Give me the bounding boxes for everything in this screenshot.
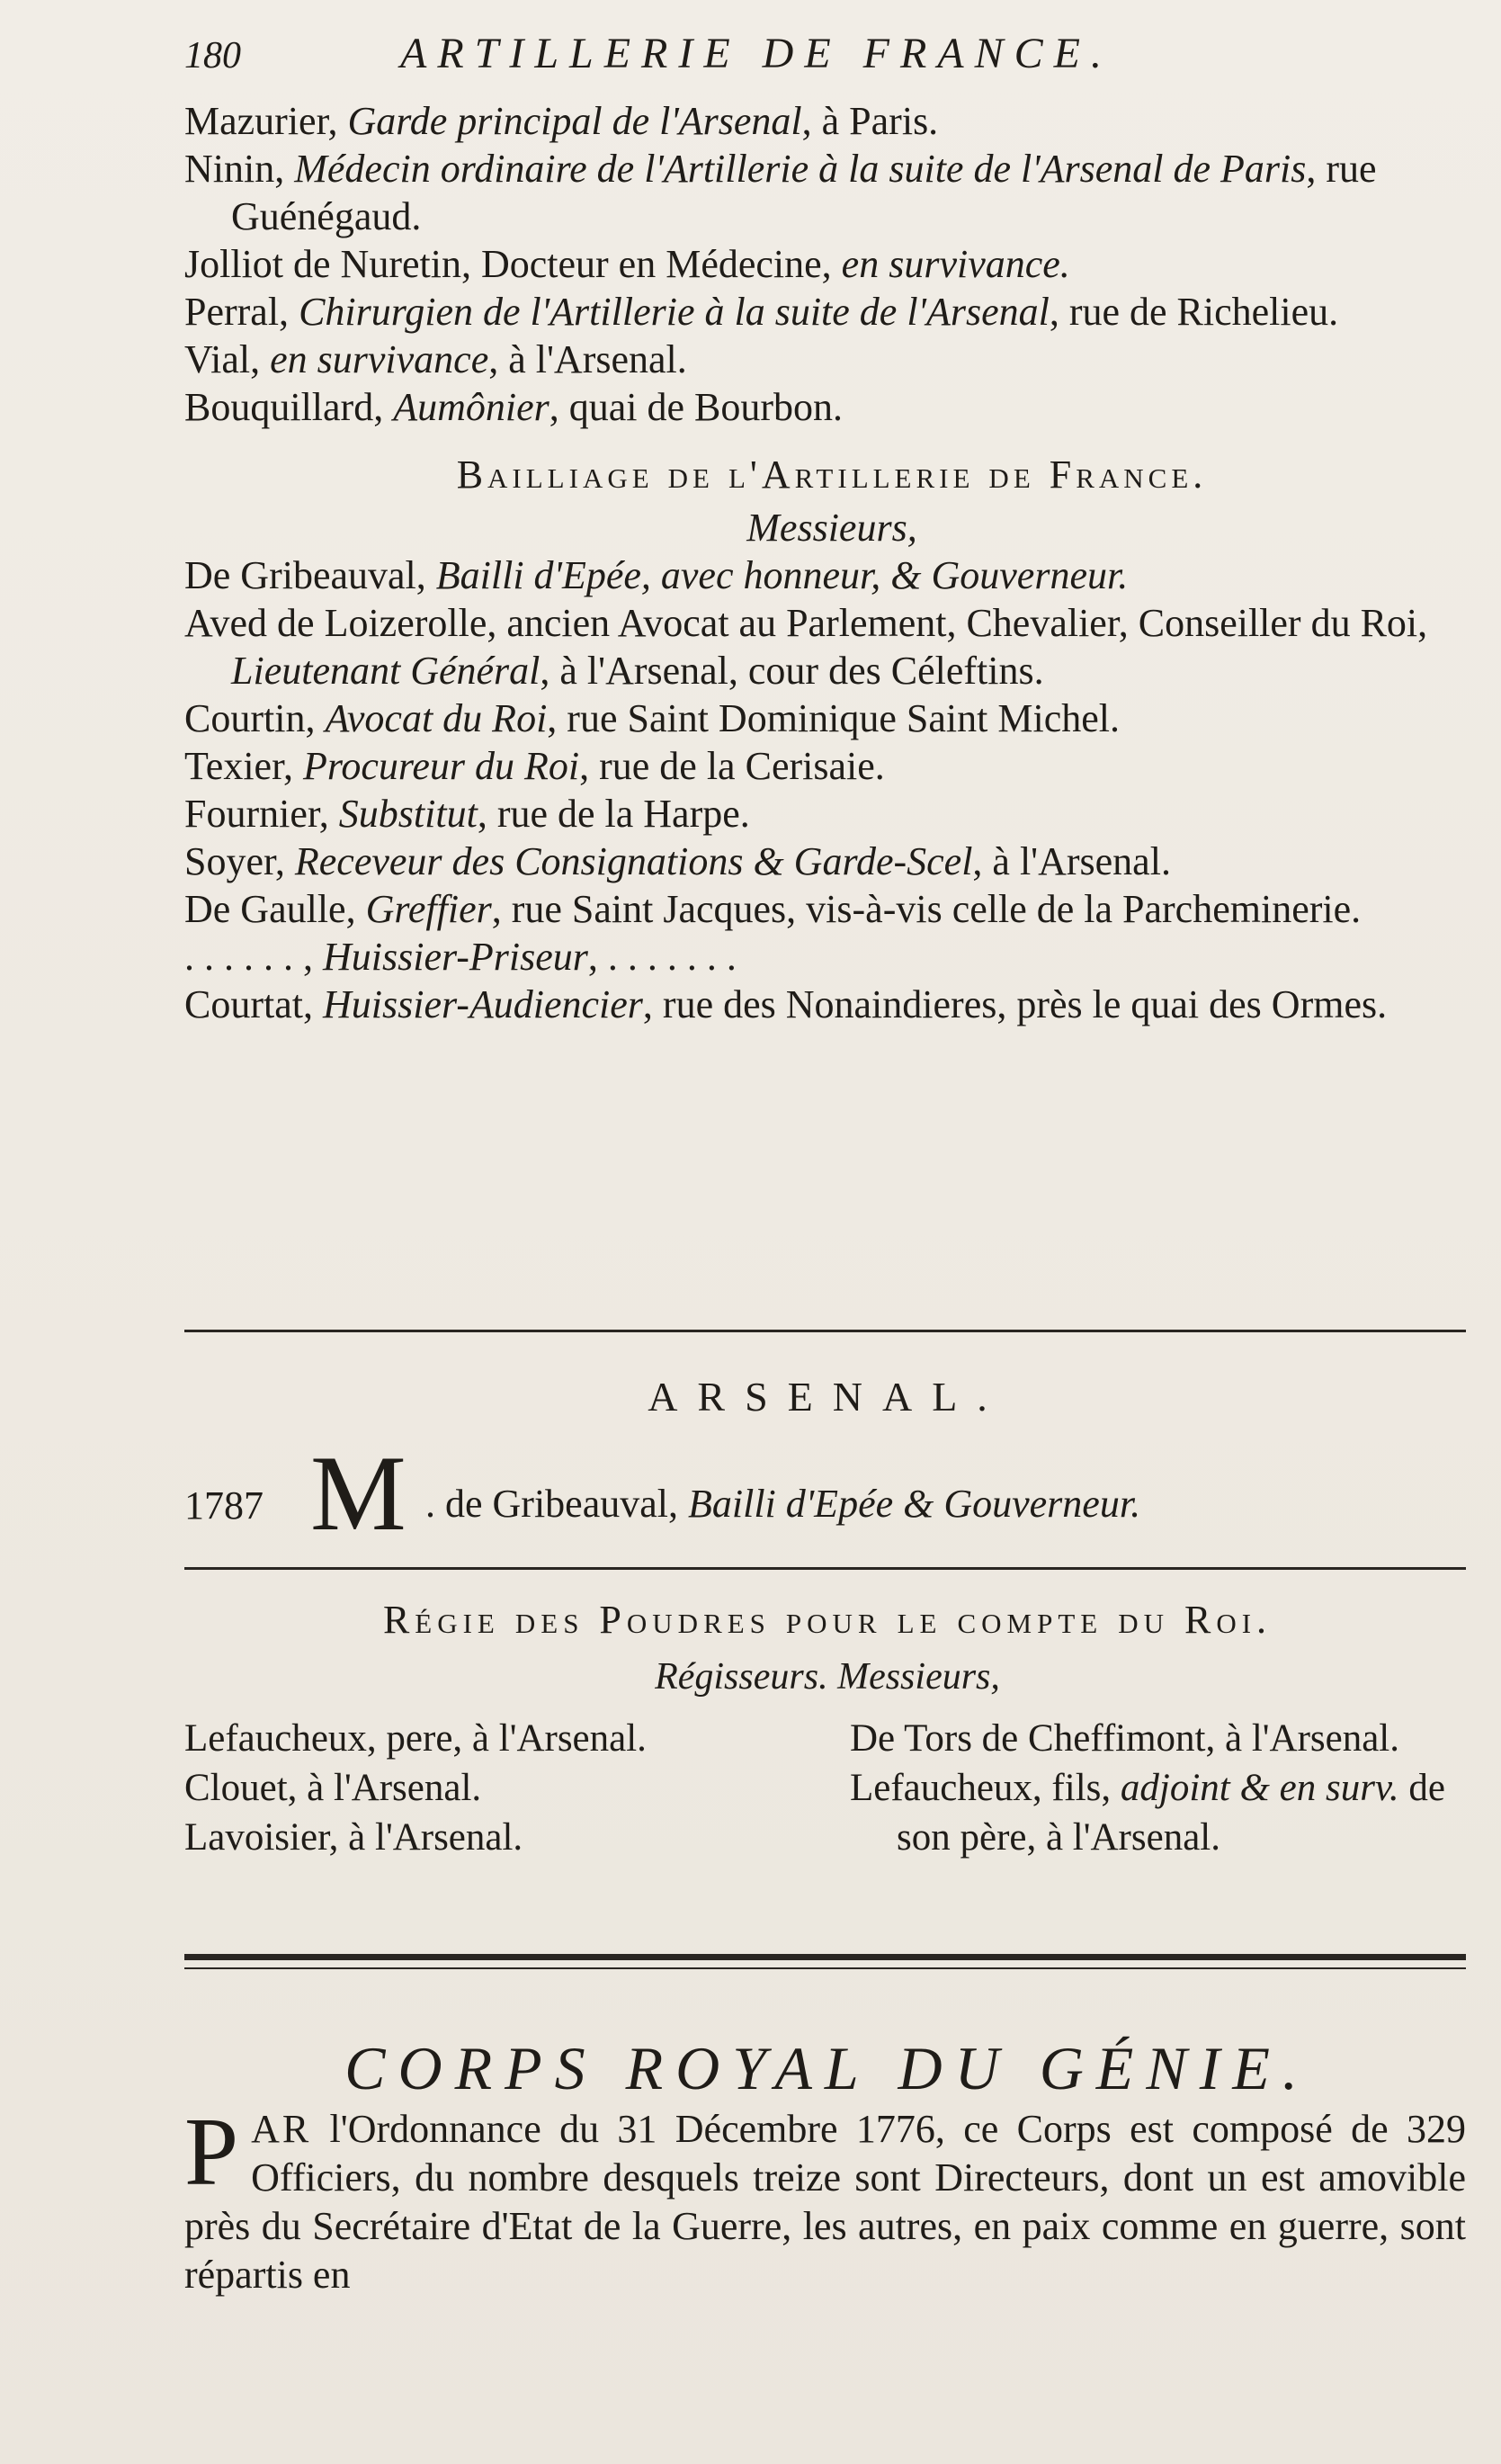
regie-entry: Lefaucheux, pere, à l'Arsenal. — [184, 1717, 647, 1760]
arsenal-text: . de Gribeauval, Bailli d'Epée & Gouverneur. — [425, 1482, 1141, 1526]
officer-entry: Jolliot de Nuretin, Docteur en Médecine, en survivance. — [184, 242, 1070, 286]
bailliage-entry: . . . . . . , Huissier-Priseur, . . . . . . . — [184, 935, 737, 979]
officers-list — [184, 97, 1479, 1028]
bailliage-entry: Texier, Procureur du Roi, rue de la Cerisaie. — [184, 744, 885, 788]
regie-entry: De Tors de Cheffimont, à l'Arsenal. — [850, 1717, 1399, 1760]
officer-entry: Vial, en survivance, à l'Arsenal. — [184, 337, 687, 381]
section-rule — [184, 1330, 1466, 1332]
regie-heading: Régie des Poudres pour le compte du Roi. — [382, 1598, 1273, 1642]
bailliage-entry: Courtat, Huissier-Audiencier, rue des Nonaindieres, près le quai des Ormes. — [184, 982, 1388, 1026]
officer-entry: Ninin, Médecin ordinaire de l'Artillerie à la suite de l'Arsenal de Paris, rue Guénégaud. — [184, 147, 1377, 238]
bailliage-heading: Bailliage de l'Artillerie de France. — [456, 452, 1208, 497]
officer-entry: Bouquillard, Aumônier, quai de Bourbon. — [184, 385, 844, 429]
officer-entry: Perral, Chirurgien de l'Artillerie à la suite de l'Arsenal, rue de Richelieu. — [184, 290, 1339, 334]
bailliage-entry: Courtin, Avocat du Roi, rue Saint Dominique Saint Michel. — [184, 696, 1120, 740]
officer-entry: Mazurier, Garde principal de l'Arsenal, à Paris. — [184, 99, 939, 143]
regie-entry: Lefaucheux, fils, adjoint & en surv. de son père, à l'Arsenal. — [850, 1767, 1445, 1859]
regie-entry: Lavoisier, à l'Arsenal. — [184, 1816, 523, 1859]
arsenal-heading: ARSENAL. — [648, 1374, 1007, 1420]
genie-paragraph: PAR l'Ordonnance du 31 Décembre 1776, ce Corps est composé de 329 Officiers, du nombre desquels treize sont Directeurs, dont un est amovible près du Secrétaire d'Etat de la Guerre, les autres, en paix comme en guerre, sont répartis en — [184, 2099, 1466, 2297]
section-double-rule — [184, 1954, 1466, 1969]
drop-cap: P — [184, 2099, 239, 2206]
page-number: 180 — [184, 35, 241, 76]
running-title: ARTILLERIE DE FRANCE. — [400, 30, 1112, 77]
bailliage-entry: Soyer, Receveur des Consignations & Garde-Scel, à l'Arsenal. — [184, 839, 1171, 883]
section-rule — [184, 1567, 1466, 1570]
bailliage-entry: Fournier, Substitut, rue de la Harpe. — [184, 792, 750, 836]
page-header — [184, 29, 1318, 83]
regie-left-column — [184, 1714, 796, 1862]
arsenal-entry — [184, 1433, 1470, 1553]
bailliage-entry: De Gribeauval, Bailli d'Epée, avec honneur, & Gouverneur. — [184, 553, 1129, 597]
arsenal-initial: M — [310, 1433, 407, 1553]
bailliage-messieurs: Messieurs, — [746, 506, 917, 550]
genie-heading: CORPS ROYAL DU GÉNIE. — [344, 2034, 1310, 2102]
regie-subheading: Régisseurs. Messieurs, — [655, 1656, 1000, 1698]
bailliage-entry: De Gaulle, Greffier, rue Saint Jacques, vis-à-vis celle de la Parcheminerie. — [184, 887, 1362, 931]
regie-entry: Clouet, à l'Arsenal. — [184, 1767, 482, 1809]
bailliage-entry: Aved de Loizerolle, ancien Avocat au Parlement, Chevalier, Conseiller du Roi, Lieutenant Général, à l'Arsenal, cour des Céleftins. — [184, 601, 1428, 693]
arsenal-year: 1787 — [184, 1483, 264, 1528]
regie-right-column — [850, 1714, 1479, 1862]
